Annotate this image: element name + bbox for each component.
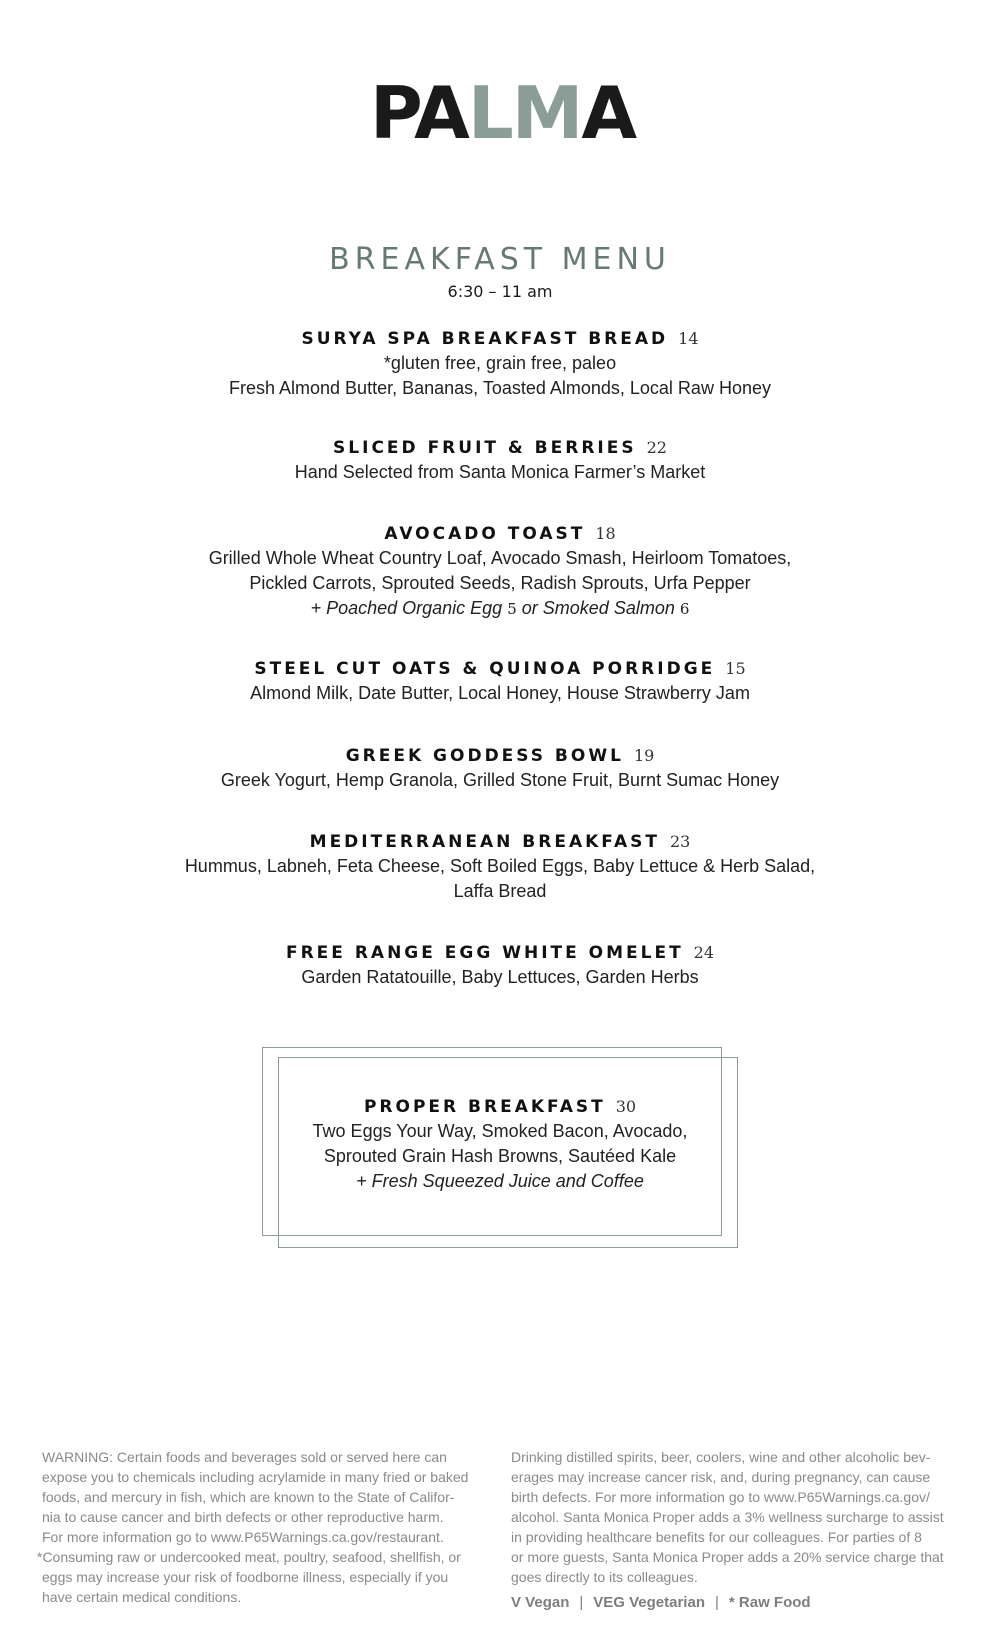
item-price: 23 (669, 832, 691, 851)
footer-warning-left (37, 1447, 497, 1607)
diet-legend (511, 1594, 811, 1611)
item-addon (0, 596, 1000, 622)
item-price: 30 (615, 1097, 637, 1116)
item-description: Almond Milk, Date Butter, Local Honey, House Strawberry Jam (250, 683, 750, 703)
legend-vegan: V Vegan (511, 1594, 570, 1611)
item-name: SURYA SPA BREAKFAST BREAD (301, 329, 669, 349)
item-name: PROPER BREAKFAST (363, 1097, 606, 1117)
footer-line: goes directly to its colleagues. (511, 1569, 698, 1585)
item-price: 18 (595, 524, 616, 543)
menu-item (0, 744, 1000, 793)
addon-price: 5 (507, 600, 517, 618)
legend-separator: | (579, 1594, 584, 1611)
addon-prefix: + Poached Organic Egg (310, 598, 503, 618)
footer-line: *Consuming raw or undercooked meat, poultry, seafood, shellfish, or (37, 1549, 461, 1565)
item-name: AVOCADO TOAST (384, 524, 586, 544)
item-name: FREE RANGE EGG WHITE OMELET (285, 943, 684, 963)
menu-item (0, 941, 1000, 990)
footer-line: Drinking distilled spirits, beer, coolers, wine and other alcoholic bev- (511, 1449, 931, 1465)
item-description: Sprouted Grain Hash Browns, Sautéed Kale (323, 1146, 677, 1166)
brand-logo (370, 71, 636, 155)
menu-item (0, 522, 1000, 622)
item-description: *gluten free, grain free, paleo (383, 353, 617, 373)
item-description: Garden Ratatouille, Baby Lettuces, Garden Herbs (301, 967, 699, 987)
featured-menu-item (0, 1095, 1000, 1194)
item-addon: + Fresh Squeezed Juice and Coffee (356, 1171, 644, 1191)
item-description: Hummus, Labneh, Feta Cheese, Soft Boiled Eggs, Baby Lettuce & Herb Salad, (184, 856, 816, 876)
item-name: SLICED FRUIT & BERRIES (333, 438, 637, 458)
item-name: STEEL CUT OATS & QUINOA PORRIDGE (254, 659, 716, 679)
footer-line: expose you to chemicals including acrylamide in many fried or baked (42, 1469, 469, 1485)
item-description: Two Eggs Your Way, Smoked Bacon, Avocado, (312, 1121, 688, 1141)
footer-line: alcohol. Santa Monica Proper adds a 3% wellness surcharge to assist (511, 1509, 944, 1525)
legend-separator: | (714, 1594, 719, 1611)
item-price: 15 (725, 659, 746, 678)
item-name: MEDITERRANEAN BREAKFAST (309, 832, 660, 852)
footer-line: eggs may increase your risk of foodborne illness, especially if you (42, 1569, 449, 1585)
footer-line: erages may increase cancer risk, and, during pregnancy, can cause (511, 1469, 931, 1485)
menu-item (0, 327, 1000, 401)
item-description: Laffa Bread (453, 881, 547, 901)
footer-line: birth defects. For more information go to www.P65Warnings.ca.gov/ (511, 1489, 930, 1505)
menu-title: BREAKFAST MENU (329, 242, 671, 277)
footer-warning-right (511, 1447, 971, 1587)
logo-part-3: A (581, 71, 636, 155)
item-description: Pickled Carrots, Sprouted Seeds, Radish Sprouts, Urfa Pepper (249, 573, 751, 593)
menu-item (0, 830, 1000, 904)
footer-line: in providing healthcare benefits for our colleagues. For parties of 8 (511, 1529, 922, 1545)
item-description: Hand Selected from Santa Monica Farmer’s Market (294, 462, 706, 482)
menu-hours: 6:30 – 11 am (447, 282, 553, 301)
footer-line: For more information go to www.P65Warnings.ca.gov/restaurant. (42, 1529, 444, 1545)
logo-part-2: LM (467, 71, 582, 155)
legend-vegetarian: VEG Vegetarian (593, 1594, 705, 1611)
item-description: Greek Yogurt, Hemp Granola, Grilled Stone Fruit, Burnt Sumac Honey (220, 770, 780, 790)
item-price: 14 (678, 329, 699, 348)
item-price: 24 (693, 943, 715, 962)
item-name: GREEK GODDESS BOWL (345, 746, 624, 766)
item-price: 19 (633, 746, 655, 765)
footer-line: WARNING: Certain foods and beverages sold or served here can (42, 1449, 447, 1465)
item-description: Fresh Almond Butter, Bananas, Toasted Almonds, Local Raw Honey (229, 378, 771, 398)
item-price: 22 (646, 438, 667, 457)
logo-part-1: PA (370, 71, 468, 155)
addon-middle: or Smoked Salmon (521, 598, 675, 618)
menu-item (0, 436, 1000, 485)
item-description: Grilled Whole Wheat Country Loaf, Avocado Smash, Heirloom Tomatoes, (208, 548, 792, 568)
footer-line: or more guests, Santa Monica Proper adds a 20% service charge that (511, 1549, 944, 1565)
menu-item (0, 657, 1000, 706)
footer-line: foods, and mercury in fish, which are known to the State of Califor- (42, 1489, 455, 1505)
legend-raw-food: * Raw Food (728, 1594, 811, 1611)
footer-line: have certain medical conditions. (42, 1589, 242, 1605)
addon-price: 6 (679, 600, 690, 618)
footer-line: nia to cause cancer and birth defects or other reproductive harm. (42, 1509, 444, 1525)
